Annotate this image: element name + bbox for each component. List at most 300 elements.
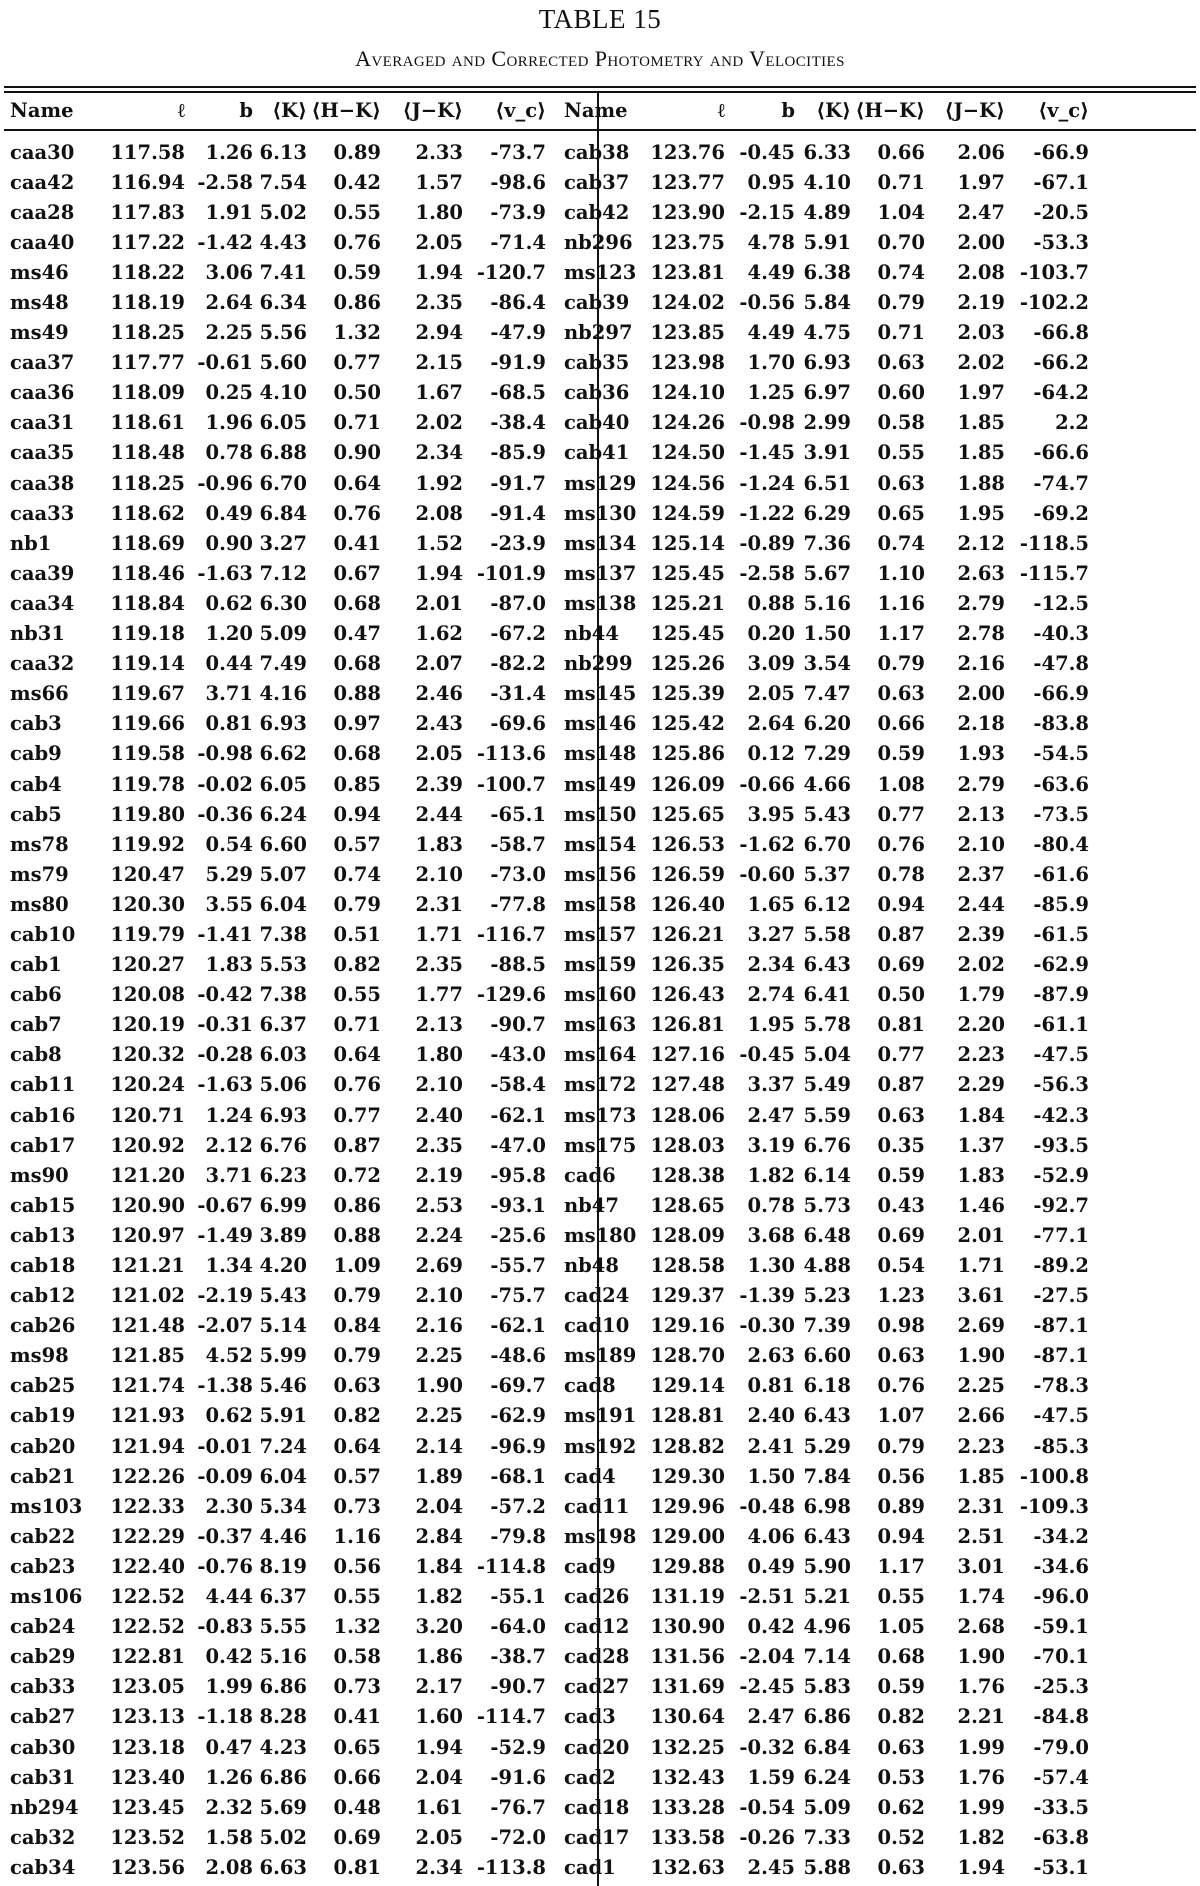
cell-l: 133.58 <box>650 1825 725 1849</box>
col-header-k: ⟨K⟩ <box>816 99 851 122</box>
cell-l: 122.33 <box>110 1494 185 1518</box>
top-rule <box>4 86 1196 88</box>
cell-j-k: 2.14 <box>415 1434 463 1458</box>
cell-name: cab17 <box>10 1133 76 1157</box>
cell-vc: -25.3 <box>1033 1675 1089 1699</box>
cell-b: -1.62 <box>739 832 795 856</box>
cell-j-k: 1.90 <box>957 1344 1005 1368</box>
cell-b: 3.19 <box>747 1133 795 1157</box>
cell-l: 118.25 <box>110 321 185 345</box>
cell-b: 4.78 <box>747 230 795 254</box>
cell-b: 0.47 <box>205 1735 253 1759</box>
cell-k: 5.53 <box>259 953 307 977</box>
cell-name: caa32 <box>10 652 75 676</box>
cell-k: 5.91 <box>803 230 851 254</box>
cell-l: 123.52 <box>110 1825 185 1849</box>
cell-h-k: 0.66 <box>877 712 925 736</box>
cell-h-k: 0.65 <box>333 1735 381 1759</box>
cell-l: 128.81 <box>650 1404 725 1428</box>
cell-h-k: 0.77 <box>877 802 925 826</box>
cell-k: 5.99 <box>259 1344 307 1368</box>
cell-name: ms172 <box>564 1073 637 1097</box>
cell-name: cab32 <box>10 1825 76 1849</box>
cell-vc: -96.0 <box>1033 1585 1089 1609</box>
cell-j-k: 1.67 <box>415 381 463 405</box>
table-row <box>10 1401 1089 1431</box>
cell-b: -2.58 <box>739 561 795 585</box>
table-row <box>10 739 1089 769</box>
cell-j-k: 2.10 <box>957 832 1005 856</box>
table-row <box>10 859 1089 889</box>
cell-k: 6.62 <box>259 742 307 766</box>
cell-h-k: 0.74 <box>877 260 925 284</box>
cell-h-k: 1.23 <box>877 1284 925 1308</box>
cell-k: 5.23 <box>803 1284 851 1308</box>
cell-vc: -20.5 <box>1033 200 1089 224</box>
cell-vc: -61.5 <box>1033 922 1089 946</box>
cell-l: 121.21 <box>110 1254 185 1278</box>
cell-vc: -67.2 <box>490 622 546 646</box>
cell-name: ms137 <box>564 561 637 585</box>
cell-b: 1.50 <box>747 1464 795 1488</box>
cell-h-k: 0.35 <box>877 1133 925 1157</box>
cell-h-k: 0.81 <box>333 1855 381 1879</box>
cell-j-k: 1.52 <box>415 531 463 555</box>
cell-b: 2.34 <box>747 953 795 977</box>
table-row <box>10 1190 1089 1220</box>
cell-b: -0.54 <box>739 1795 795 1819</box>
cell-j-k: 2.47 <box>957 200 1005 224</box>
cell-k: 6.43 <box>803 1524 851 1548</box>
table-row <box>10 1160 1089 1190</box>
cell-l: 124.50 <box>650 441 725 465</box>
cell-k: 5.90 <box>803 1554 851 1578</box>
cell-k: 4.88 <box>803 1254 851 1278</box>
cell-vc: -129.6 <box>476 983 546 1007</box>
cell-j-k: 1.94 <box>415 561 463 585</box>
cell-l: 121.74 <box>110 1374 185 1398</box>
cell-vc: -91.4 <box>490 501 546 525</box>
cell-b: 0.62 <box>205 591 253 615</box>
cell-name: nb296 <box>564 230 633 254</box>
cell-l: 128.82 <box>650 1434 725 1458</box>
cell-l: 119.18 <box>110 622 185 646</box>
cell-j-k: 2.03 <box>957 321 1005 345</box>
cell-k: 6.76 <box>803 1133 851 1157</box>
cell-j-k: 1.85 <box>957 411 1005 435</box>
cell-l: 119.58 <box>110 742 185 766</box>
cell-h-k: 0.71 <box>877 321 925 345</box>
cell-b: -1.63 <box>197 1073 253 1097</box>
cell-h-k: 0.79 <box>877 1434 925 1458</box>
cell-vc: -90.7 <box>490 1013 546 1037</box>
cell-l: 125.45 <box>650 561 725 585</box>
cell-h-k: 0.76 <box>877 1374 925 1398</box>
cell-l: 128.58 <box>650 1254 725 1278</box>
cell-h-k: 0.63 <box>877 471 925 495</box>
cell-k: 6.70 <box>803 832 851 856</box>
cell-k: 4.46 <box>259 1524 307 1548</box>
cell-l: 123.40 <box>110 1765 185 1789</box>
cell-h-k: 0.60 <box>877 381 925 405</box>
cell-h-k: 0.63 <box>877 1855 925 1879</box>
photometry-table <box>10 92 1089 1882</box>
cell-j-k: 2.69 <box>415 1254 463 1278</box>
cell-h-k: 1.17 <box>877 622 925 646</box>
table-row <box>10 129 1089 167</box>
cell-k: 4.23 <box>259 1735 307 1759</box>
cell-k: 6.70 <box>259 471 307 495</box>
cell-h-k: 0.51 <box>333 922 381 946</box>
cell-h-k: 0.89 <box>333 140 381 164</box>
table-row <box>10 1852 1089 1882</box>
cell-b: -2.51 <box>739 1585 795 1609</box>
table-row <box>10 1461 1089 1491</box>
cell-vc: -71.4 <box>490 230 546 254</box>
table-row <box>10 769 1089 799</box>
cell-vc: -69.6 <box>490 712 546 736</box>
cell-name: cad27 <box>564 1675 630 1699</box>
cell-j-k: 2.12 <box>957 531 1005 555</box>
cell-name: nb1 <box>10 531 52 555</box>
cell-b: -2.19 <box>197 1284 253 1308</box>
cell-l: 118.48 <box>110 441 185 465</box>
cell-h-k: 0.63 <box>877 1735 925 1759</box>
cell-k: 3.27 <box>259 531 307 555</box>
cell-k: 5.16 <box>803 591 851 615</box>
cell-l: 123.13 <box>110 1705 185 1729</box>
cell-h-k: 0.59 <box>333 260 381 284</box>
cell-l: 125.21 <box>650 591 725 615</box>
cell-l: 120.47 <box>110 862 185 886</box>
cell-name: ms148 <box>564 742 637 766</box>
cell-name: cab22 <box>10 1524 76 1548</box>
cell-j-k: 1.61 <box>415 1795 463 1819</box>
cell-k: 4.10 <box>803 170 851 194</box>
cell-k: 6.48 <box>803 1223 851 1247</box>
cell-name: cab13 <box>10 1223 76 1247</box>
cell-h-k: 0.57 <box>333 1464 381 1488</box>
cell-name: cad28 <box>564 1645 630 1669</box>
cell-name: ms49 <box>10 321 69 345</box>
table-row <box>10 438 1089 468</box>
cell-name: ms154 <box>564 832 637 856</box>
col-header-l: ℓ <box>717 98 725 122</box>
cell-k: 6.05 <box>259 411 307 435</box>
cell-l: 121.93 <box>110 1404 185 1428</box>
cell-b: 1.59 <box>747 1765 795 1789</box>
cell-j-k: 1.89 <box>415 1464 463 1488</box>
cell-h-k: 0.41 <box>333 531 381 555</box>
cell-name: ms180 <box>564 1223 637 1247</box>
cell-k: 6.93 <box>259 712 307 736</box>
cell-h-k: 0.68 <box>333 591 381 615</box>
cell-j-k: 1.46 <box>957 1193 1005 1217</box>
cell-name: caa28 <box>10 200 75 224</box>
cell-j-k: 2.31 <box>415 892 463 916</box>
cell-name: ms175 <box>564 1133 637 1157</box>
cell-k: 7.38 <box>259 983 307 1007</box>
cell-name: cab39 <box>564 291 630 315</box>
cell-b: 2.32 <box>205 1795 253 1819</box>
cell-h-k: 1.16 <box>877 591 925 615</box>
cell-k: 4.16 <box>259 682 307 706</box>
cell-l: 119.78 <box>110 772 185 796</box>
cell-name: cad20 <box>564 1735 630 1759</box>
cell-vc: -87.1 <box>1033 1344 1089 1368</box>
cell-k: 6.76 <box>259 1133 307 1157</box>
table-row <box>10 649 1089 679</box>
cell-l: 126.59 <box>650 862 725 886</box>
cell-vc: -83.8 <box>1033 712 1089 736</box>
cell-h-k: 1.32 <box>333 321 381 345</box>
table-row <box>10 799 1089 829</box>
cell-k: 4.75 <box>803 321 851 345</box>
cell-name: nb31 <box>10 622 65 646</box>
cell-j-k: 2.05 <box>415 1825 463 1849</box>
cell-vc: -87.0 <box>490 591 546 615</box>
cell-b: 0.62 <box>205 1404 253 1428</box>
cell-b: -0.66 <box>739 772 795 796</box>
cell-h-k: 0.41 <box>333 1705 381 1729</box>
cell-vc: -116.7 <box>476 922 546 946</box>
cell-h-k: 0.77 <box>333 1103 381 1127</box>
cell-name: ms129 <box>564 471 637 495</box>
cell-k: 5.37 <box>803 862 851 886</box>
cell-h-k: 0.63 <box>877 1103 925 1127</box>
cell-j-k: 1.80 <box>415 1043 463 1067</box>
cell-vc: -67.1 <box>1033 170 1089 194</box>
cell-vc: -76.7 <box>490 1795 546 1819</box>
cell-name: caa42 <box>10 170 75 194</box>
cell-h-k: 1.08 <box>877 772 925 796</box>
cell-b: -0.61 <box>197 351 253 375</box>
cell-b: 1.65 <box>747 892 795 916</box>
cell-l: 123.75 <box>650 230 725 254</box>
cell-b: 0.12 <box>747 742 795 766</box>
cell-b: 2.74 <box>747 983 795 1007</box>
cell-k: 7.54 <box>259 170 307 194</box>
cell-l: 129.37 <box>650 1284 725 1308</box>
cell-h-k: 0.58 <box>333 1645 381 1669</box>
cell-vc: -47.8 <box>1033 652 1089 676</box>
cell-vc: -73.9 <box>490 200 546 224</box>
cell-j-k: 2.16 <box>415 1314 463 1338</box>
cell-l: 129.16 <box>650 1314 725 1338</box>
table-row <box>10 829 1089 859</box>
cell-j-k: 2.06 <box>957 140 1005 164</box>
cell-h-k: 1.04 <box>877 200 925 224</box>
cell-l: 125.86 <box>650 742 725 766</box>
cell-l: 131.19 <box>650 1585 725 1609</box>
table-row <box>10 1702 1089 1732</box>
table-row <box>10 1250 1089 1280</box>
cell-h-k: 0.84 <box>333 1314 381 1338</box>
cell-b: 0.54 <box>205 832 253 856</box>
cell-l: 121.20 <box>110 1163 185 1187</box>
cell-h-k: 0.67 <box>333 561 381 585</box>
cell-k: 6.60 <box>803 1344 851 1368</box>
cell-b: 0.49 <box>747 1554 795 1578</box>
col-header-name: Name <box>564 99 628 122</box>
table-row <box>10 227 1089 257</box>
cell-vc: -114.7 <box>476 1705 546 1729</box>
table-row <box>10 889 1089 919</box>
cell-b: -0.09 <box>197 1464 253 1488</box>
cell-vc: -98.6 <box>490 170 546 194</box>
cell-name: ms80 <box>10 892 69 916</box>
cell-k: 5.83 <box>803 1675 851 1699</box>
cell-name: cab8 <box>10 1043 62 1067</box>
cell-j-k: 2.34 <box>415 1855 463 1879</box>
cell-vc: -74.7 <box>1033 471 1089 495</box>
cell-l: 132.43 <box>650 1765 725 1789</box>
cell-k: 5.58 <box>803 922 851 946</box>
cell-l: 118.25 <box>110 471 185 495</box>
cell-j-k: 2.19 <box>957 291 1005 315</box>
cell-vc: -115.7 <box>1019 561 1089 585</box>
cell-l: 129.88 <box>650 1554 725 1578</box>
cell-vc: -52.9 <box>490 1735 546 1759</box>
cell-k: 4.10 <box>259 381 307 405</box>
cell-vc: -88.5 <box>490 953 546 977</box>
cell-h-k: 0.86 <box>333 291 381 315</box>
cell-k: 7.38 <box>259 922 307 946</box>
cell-j-k: 2.33 <box>415 140 463 164</box>
cell-vc: -65.1 <box>490 802 546 826</box>
cell-h-k: 0.55 <box>877 1585 925 1609</box>
cell-h-k: 0.97 <box>333 712 381 736</box>
cell-k: 5.21 <box>803 1585 851 1609</box>
cell-j-k: 1.99 <box>957 1735 1005 1759</box>
cell-name: cad4 <box>564 1464 616 1488</box>
cell-b: -1.39 <box>739 1284 795 1308</box>
cell-b: -0.76 <box>197 1554 253 1578</box>
cell-k: 5.09 <box>259 622 307 646</box>
col-header-h-k: ⟨H−K⟩ <box>855 99 925 122</box>
cell-vc: -58.7 <box>490 832 546 856</box>
cell-vc: -53.3 <box>1033 230 1089 254</box>
cell-name: cab42 <box>564 200 630 224</box>
cell-j-k: 1.82 <box>415 1585 463 1609</box>
table-row <box>10 1371 1089 1401</box>
cell-k: 5.02 <box>259 1825 307 1849</box>
cell-vc: -66.9 <box>1033 140 1089 164</box>
cell-k: 4.66 <box>803 772 851 796</box>
cell-vc: -82.2 <box>490 652 546 676</box>
cell-name: ms163 <box>564 1013 637 1037</box>
cell-k: 6.24 <box>259 802 307 826</box>
cell-l: 120.27 <box>110 953 185 977</box>
cell-l: 122.26 <box>110 1464 185 1488</box>
cell-name: cab16 <box>10 1103 76 1127</box>
cell-j-k: 2.23 <box>957 1043 1005 1067</box>
cell-k: 6.84 <box>259 501 307 525</box>
cell-h-k: 0.55 <box>333 200 381 224</box>
cell-b: 4.44 <box>205 1585 253 1609</box>
cell-vc: -113.8 <box>476 1855 546 1879</box>
cell-vc: -89.2 <box>1033 1254 1089 1278</box>
cell-vc: -85.9 <box>490 441 546 465</box>
cell-name: cad6 <box>564 1163 616 1187</box>
cell-j-k: 2.08 <box>957 260 1005 284</box>
cell-name: caa37 <box>10 351 75 375</box>
cell-l: 119.79 <box>110 922 185 946</box>
cell-b: 3.55 <box>205 892 253 916</box>
cell-vc: -62.9 <box>1033 953 1089 977</box>
cell-k: 2.99 <box>803 411 851 435</box>
cell-j-k: 1.90 <box>957 1645 1005 1669</box>
cell-k: 5.49 <box>803 1073 851 1097</box>
cell-b: 0.78 <box>747 1193 795 1217</box>
cell-name: cab34 <box>10 1855 76 1879</box>
cell-b: 4.49 <box>747 321 795 345</box>
cell-h-k: 0.94 <box>333 802 381 826</box>
cell-b: -0.83 <box>197 1615 253 1639</box>
cell-name: nb294 <box>10 1795 79 1819</box>
cell-j-k: 2.20 <box>957 1013 1005 1037</box>
table-row <box>10 1762 1089 1792</box>
cell-l: 117.58 <box>110 140 185 164</box>
cell-l: 130.90 <box>650 1615 725 1639</box>
cell-j-k: 2.00 <box>957 230 1005 254</box>
cell-vc: -25.6 <box>490 1223 546 1247</box>
cell-k: 5.43 <box>259 1284 307 1308</box>
cell-j-k: 1.92 <box>415 471 463 495</box>
cell-l: 127.48 <box>650 1073 725 1097</box>
cell-b: 1.58 <box>205 1825 253 1849</box>
cell-l: 126.40 <box>650 892 725 916</box>
cell-l: 121.48 <box>110 1314 185 1338</box>
cell-k: 1.50 <box>803 622 851 646</box>
cell-k: 6.86 <box>259 1675 307 1699</box>
table-row <box>10 1642 1089 1672</box>
cell-vc: -55.1 <box>490 1585 546 1609</box>
cell-b: 1.83 <box>205 953 253 977</box>
cell-vc: -33.5 <box>1033 1795 1089 1819</box>
cell-h-k: 0.81 <box>877 1013 925 1037</box>
table-row <box>10 1521 1089 1551</box>
cell-l: 118.61 <box>110 411 185 435</box>
cell-j-k: 2.40 <box>415 1103 463 1127</box>
cell-vc: -91.6 <box>490 1765 546 1789</box>
cell-h-k: 0.71 <box>877 170 925 194</box>
cell-k: 6.43 <box>803 1404 851 1428</box>
cell-j-k: 2.21 <box>957 1705 1005 1729</box>
cell-l: 122.52 <box>110 1585 185 1609</box>
table-row <box>10 1612 1089 1642</box>
cell-vc: -62.1 <box>490 1314 546 1338</box>
cell-k: 7.41 <box>259 260 307 284</box>
cell-j-k: 1.85 <box>957 1464 1005 1488</box>
cell-h-k: 0.63 <box>877 1344 925 1368</box>
cell-h-k: 0.88 <box>333 1223 381 1247</box>
cell-name: cad1 <box>564 1855 616 1879</box>
cell-vc: -102.2 <box>1019 291 1089 315</box>
cell-vc: -66.9 <box>1033 682 1089 706</box>
cell-j-k: 1.82 <box>957 1825 1005 1849</box>
cell-h-k: 0.73 <box>333 1675 381 1699</box>
cell-b: -0.98 <box>197 742 253 766</box>
cell-k: 6.99 <box>259 1193 307 1217</box>
cell-b: 3.95 <box>747 802 795 826</box>
cell-name: ms138 <box>564 591 637 615</box>
table-row <box>10 1070 1089 1100</box>
cell-k: 5.67 <box>803 561 851 585</box>
cell-vc: -64.0 <box>490 1615 546 1639</box>
cell-b: 3.37 <box>747 1073 795 1097</box>
cell-h-k: 0.86 <box>333 1193 381 1217</box>
